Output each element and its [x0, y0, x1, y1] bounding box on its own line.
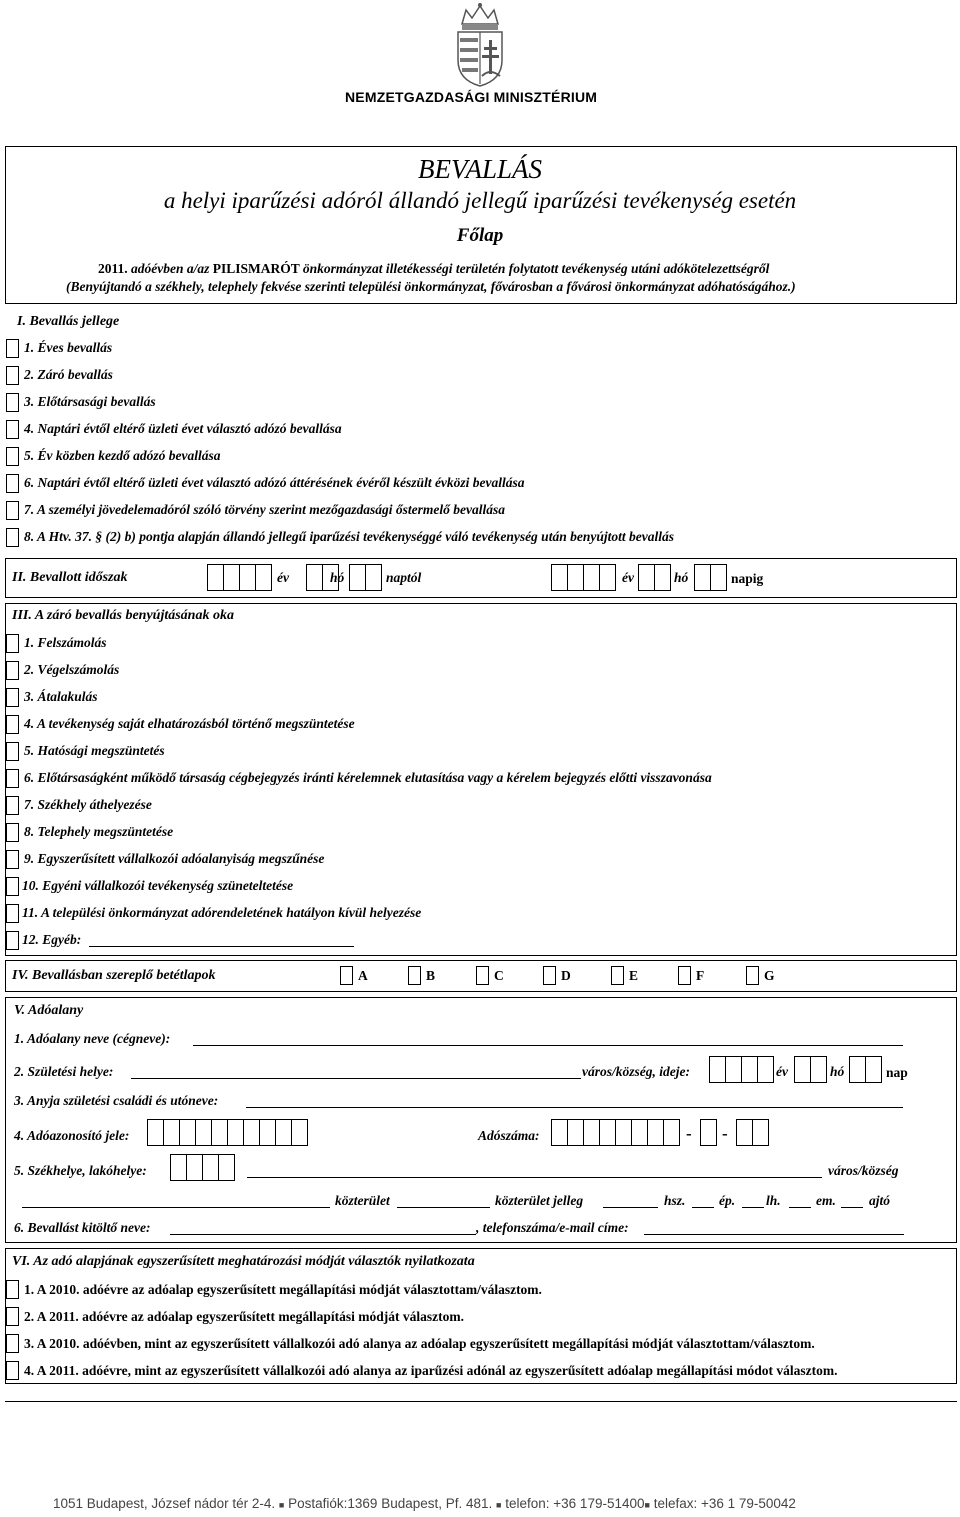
option-label: 1. A 2010. adóévre az adóalap egyszerűsített megállapítási módját választottam/választom.	[24, 1282, 542, 1297]
option-label: 8. Telephely megszüntetése	[24, 824, 174, 839]
year-label: év	[277, 570, 289, 585]
tax-number-digit[interactable]	[615, 1119, 632, 1146]
birth-year-digit[interactable]	[709, 1056, 726, 1083]
period-to-month-digit[interactable]	[654, 564, 671, 591]
seat-city-label: város/község	[828, 1163, 899, 1178]
checkbox-simplified-2010[interactable]	[6, 1280, 19, 1299]
month-label: hó	[674, 570, 689, 585]
period-to-month-digit[interactable]	[638, 564, 655, 591]
attachment-letter: D	[561, 968, 571, 983]
tax-id-digit[interactable]	[179, 1119, 196, 1146]
period-frame	[5, 558, 957, 598]
period-from-month-digit[interactable]	[306, 564, 323, 591]
staircase-input[interactable]	[742, 1207, 764, 1208]
taxpayer-name-input[interactable]	[193, 1045, 903, 1046]
section-5-title: V. Adóalany	[14, 1003, 84, 1018]
form-title: BEVALLÁS	[418, 154, 542, 184]
checkbox-liquidation[interactable]	[6, 634, 19, 653]
tax-id-digit[interactable]	[147, 1119, 164, 1146]
attachment-letter: G	[764, 968, 775, 983]
section-1-title: I. Bevallás jellege	[17, 314, 120, 329]
bullet-icon: ■	[644, 1500, 650, 1510]
staircase-label: lh.	[766, 1193, 781, 1208]
birth-place-label: 2. Születési helye:	[14, 1064, 114, 1079]
period-to-year-digit[interactable]	[551, 564, 568, 591]
checkbox-attachment-e[interactable]	[611, 966, 624, 985]
period-from-day-digit[interactable]	[365, 564, 382, 591]
form-subtitle: a helyi iparűzési adóról állandó jellegű iparűzési tevékenység esetén	[163, 188, 797, 213]
tax-year-line: 2011. adóévben a/az PILISMARÓT önkormányzat illetékességi területén folytatott tevékenység utáni adókötelezettségről	[98, 261, 770, 276]
tax-id-digit[interactable]	[291, 1119, 308, 1146]
checkbox-attachment-g[interactable]	[746, 966, 759, 985]
tax-number-dash: -	[722, 1124, 728, 1143]
phone-email-input[interactable]	[644, 1234, 904, 1235]
birth-month-digit[interactable]	[810, 1056, 827, 1083]
day-label: nap	[886, 1065, 908, 1080]
birth-year-digit[interactable]	[757, 1056, 774, 1083]
postcode-digit[interactable]	[218, 1154, 235, 1181]
option-label: 2. Záró bevallás	[24, 367, 113, 382]
bullet-icon: ■	[496, 1500, 502, 1510]
divider	[5, 1401, 957, 1402]
option-label: 4. A 2011. adóévre, mint az egyszerűsített vállalkozói adó alanya az iparűzési adónál az egyszerűsített adóalap megállapítási módot választom.	[24, 1363, 838, 1378]
option-label: 7. A személyi jövedelemadóról szóló törvény szerint mezőgazdasági őstermelő bevallása	[24, 502, 505, 517]
street-name-input[interactable]	[22, 1207, 330, 1208]
checkbox-annual-return[interactable]	[6, 339, 19, 358]
checkbox-transition-return[interactable]	[6, 474, 19, 493]
checkbox-attachment-b[interactable]	[408, 966, 421, 985]
month-label: hó	[830, 1064, 845, 1079]
section-2-title: II. Bevallott időszak	[12, 570, 128, 585]
checkbox-registration-rejected[interactable]	[6, 769, 19, 788]
checkbox-simplified-tax-end[interactable]	[6, 850, 19, 869]
option-label: 5. Év közben kezdő adózó bevallása	[24, 448, 221, 463]
door-label: ajtó	[869, 1193, 891, 1208]
year-label: év	[776, 1064, 788, 1079]
phone-email-label: , telefonszáma/e-mail címe:	[476, 1220, 629, 1235]
attachment-letter: F	[696, 968, 705, 983]
option-label: 4. A tevékenység saját elhatározásból történő megszüntetése	[24, 716, 355, 731]
checkbox-fiscal-year-return[interactable]	[6, 420, 19, 439]
city-date-label: város/község, ideje:	[582, 1064, 690, 1079]
option-label: 5. Hatósági megszüntetés	[24, 743, 165, 758]
house-number-input[interactable]	[603, 1207, 658, 1208]
tax-id-digit[interactable]	[227, 1119, 244, 1146]
postcode-digit[interactable]	[186, 1154, 203, 1181]
tax-id-digit[interactable]	[243, 1119, 260, 1146]
attachment-letter: E	[629, 968, 639, 983]
tax-number-digit[interactable]	[551, 1119, 568, 1146]
checkbox-winding-up[interactable]	[6, 661, 19, 680]
option-label: 12. Egyéb:	[22, 932, 82, 947]
option-label: 9. Egyszerűsített vállalkozói adóalanyiság megszűnése	[24, 851, 325, 866]
footer-street: 1051 Budapest, József nádor tér 2-4.	[53, 1496, 276, 1511]
mother-name-input[interactable]	[246, 1107, 903, 1108]
tax-number-digit[interactable]	[752, 1119, 769, 1146]
checkbox-farmer-return[interactable]	[6, 501, 19, 520]
checkbox-site-closure[interactable]	[6, 823, 19, 842]
period-to-day-digit[interactable]	[694, 564, 711, 591]
section-6-title: VI. Az adó alapjának egyszerűsített meghatározási módját választók nyilatkozata	[12, 1254, 475, 1269]
building-label: ép.	[719, 1193, 736, 1208]
period-from-year-digit[interactable]	[207, 564, 224, 591]
option-label: 8. A Htv. 37. § (2) b) pontja alapján állandó jellegű iparűzési tevékenységgé váló tevékenység után benyújtott bevallás	[24, 529, 674, 544]
filler-name-label: 6. Bevallást kitöltő neve:	[14, 1220, 151, 1235]
tax-number-digit[interactable]	[599, 1119, 616, 1146]
checkbox-attachment-d[interactable]	[543, 966, 556, 985]
section-4-title: IV. Bevallásban szereplő betétlapok	[12, 968, 216, 983]
option-label: 3. Előtársasági bevallás	[24, 394, 156, 409]
tax-year: 2011.	[98, 261, 128, 276]
option-label: 2. Végelszámolás	[24, 662, 120, 677]
option-label: 6. Naptári évtől eltérő üzleti évet választó adózó áttérésének évéről készült évközi bevallása	[24, 475, 525, 490]
tax-number-label: Adószáma:	[478, 1128, 540, 1143]
tax-number-digit[interactable]	[700, 1119, 717, 1146]
checkbox-decree-repealed[interactable]	[6, 904, 19, 923]
other-reason-input[interactable]	[89, 946, 354, 947]
checkbox-simplified-2011[interactable]	[6, 1307, 19, 1326]
seat-city-input[interactable]	[247, 1177, 822, 1178]
birth-day-digit[interactable]	[849, 1056, 866, 1083]
birth-month-digit[interactable]	[794, 1056, 811, 1083]
birth-year-digit[interactable]	[725, 1056, 742, 1083]
submission-note: (Benyújtandó a székhely, telephely fekvése szerinti települési önkormányzat, fővárosban a fővárosi önkormányzat adóhatóságához.)	[66, 279, 796, 294]
tax-number-digit[interactable]	[631, 1119, 648, 1146]
form-sheet-name: Főlap	[456, 225, 504, 246]
tax-id-digit[interactable]	[259, 1119, 276, 1146]
attachment-letter: C	[494, 968, 504, 983]
period-from-year-digit[interactable]	[223, 564, 240, 591]
ministry-name: NEMZETGAZDASÁGI MINISZTÉRIUM	[345, 89, 598, 105]
option-label: 3. A 2010. adóévben, mint az egyszerűsített vállalkozói adó alanya az adóalap egyszerűsített megállapítási módját választottam/választom.	[24, 1336, 815, 1351]
street-type-input[interactable]	[397, 1207, 490, 1208]
option-label: 1. Éves bevallás	[24, 340, 113, 355]
option-label: 10. Egyéni vállalkozói tevékenység szüneteltetése	[22, 878, 294, 893]
postcode-digit[interactable]	[202, 1154, 219, 1181]
house-number-label: hsz.	[664, 1193, 686, 1208]
footer-fax: telefax: +36 1 79-50042	[653, 1496, 796, 1511]
floor-label: em.	[816, 1193, 836, 1208]
street-type-label: közterület jelleg	[495, 1193, 584, 1208]
checkbox-eva-2011[interactable]	[6, 1361, 19, 1380]
period-to-year-digit[interactable]	[583, 564, 600, 591]
checkbox-official-cessation[interactable]	[6, 742, 19, 761]
checkbox-pre-company-return[interactable]	[6, 393, 19, 412]
option-label: 1. Felszámolás	[24, 635, 107, 650]
option-label: 2. A 2011. adóévre az adóalap egyszerűsített megállapítási módját választom.	[24, 1309, 464, 1324]
taxpayer-name-label: 1. Adóalany neve (cégneve):	[14, 1031, 171, 1046]
month-label: hó	[330, 570, 345, 585]
tax-number-dash: -	[686, 1124, 692, 1143]
checkbox-final-return[interactable]	[6, 366, 19, 385]
tax-id-digit[interactable]	[275, 1119, 292, 1146]
option-label: 6. Előtársaságként működő társaság cégbejegyzés iránti kérelemnek elutasítása vagy a kérelem bejegyzés előtti visszavonása	[24, 770, 712, 785]
section-3-title: III. A záró bevallás benyújtásának oka	[12, 608, 234, 623]
attachment-letter: B	[426, 968, 436, 983]
year-label: év	[622, 570, 634, 585]
footer-phone: telefon: +36 179-51400	[505, 1496, 645, 1511]
from-day-label: naptól	[386, 570, 422, 585]
tax-id-label: 4. Adóazonosító jele:	[14, 1128, 130, 1143]
checkbox-attachment-f[interactable]	[678, 966, 691, 985]
tax-number-digit[interactable]	[583, 1119, 600, 1146]
attachment-letter: A	[358, 968, 368, 983]
birth-day-digit[interactable]	[865, 1056, 882, 1083]
tax-id-digit[interactable]	[195, 1119, 212, 1146]
coat-of-arms-logo	[448, 2, 512, 88]
footer-pobox: Postafiók:1369 Budapest, Pf. 481.	[288, 1496, 493, 1511]
checkbox-attachment-a[interactable]	[340, 966, 353, 985]
option-label: 4. Naptári évtől eltérő üzleti évet választó adózó bevallása	[24, 421, 342, 436]
checkbox-attachment-c[interactable]	[476, 966, 489, 985]
tax-id-digit[interactable]	[211, 1119, 228, 1146]
footer-address	[53, 1496, 796, 1511]
floor-input[interactable]	[789, 1207, 811, 1208]
checkbox-transformation[interactable]	[6, 688, 19, 707]
birth-year-digit[interactable]	[741, 1056, 758, 1083]
checkbox-htv-return[interactable]	[6, 528, 19, 547]
bullet-icon: ■	[278, 1500, 285, 1510]
period-to-day-digit[interactable]	[710, 564, 727, 591]
street-label: közterület	[335, 1193, 390, 1208]
municipality-name: PILISMARÓT	[212, 261, 300, 276]
door-input[interactable]	[841, 1207, 863, 1208]
checkbox-eva-2010[interactable]	[6, 1334, 19, 1353]
checkbox-voluntary-cessation[interactable]	[6, 715, 19, 734]
checkbox-sole-trader-suspension[interactable]	[6, 877, 19, 896]
option-label: 3. Átalakulás	[24, 689, 98, 704]
option-label: 11. A települési önkormányzat adórendeletének hatályon kívül helyezése	[22, 905, 422, 920]
option-label: 7. Székhely áthelyezése	[24, 797, 152, 812]
building-input[interactable]	[692, 1207, 714, 1208]
checkbox-midyear-start-return[interactable]	[6, 447, 19, 466]
tax-number-digit[interactable]	[736, 1119, 753, 1146]
tax-number-digit[interactable]	[567, 1119, 584, 1146]
birth-place-input[interactable]	[131, 1078, 581, 1079]
period-from-year-digit[interactable]	[255, 564, 272, 591]
checkbox-seat-relocation[interactable]	[6, 796, 19, 815]
period-from-day-digit[interactable]	[349, 564, 366, 591]
tax-number-digit[interactable]	[647, 1119, 664, 1146]
period-to-year-digit[interactable]	[599, 564, 616, 591]
to-day-label: napig	[731, 571, 764, 586]
mother-name-label: 3. Anyja születési családi és utóneve:	[14, 1093, 219, 1108]
tax-number-digit[interactable]	[663, 1119, 680, 1146]
period-to-year-digit[interactable]	[567, 564, 584, 591]
checkbox-other-reason[interactable]	[6, 931, 19, 950]
period-from-year-digit[interactable]	[239, 564, 256, 591]
seat-label: 5. Székhelye, lakóhelye:	[14, 1163, 147, 1178]
tax-id-digit[interactable]	[163, 1119, 180, 1146]
postcode-digit[interactable]	[170, 1154, 187, 1181]
filler-name-input[interactable]	[170, 1234, 476, 1235]
